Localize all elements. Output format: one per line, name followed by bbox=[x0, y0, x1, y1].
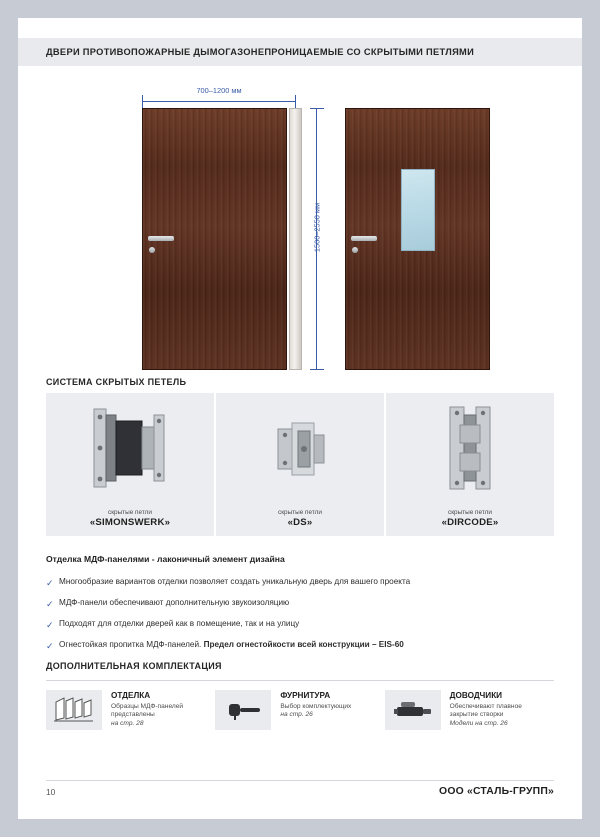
door-lock-cylinder-icon bbox=[149, 247, 155, 253]
extras-item-description: Выбор комплектующих на стр. 26 bbox=[280, 703, 352, 719]
list-item bbox=[46, 640, 554, 651]
extras-item-closers[interactable] bbox=[385, 690, 554, 768]
hinges-section-header bbox=[18, 371, 582, 393]
width-dimension-tick-right bbox=[295, 95, 296, 108]
extras-item-finish[interactable] bbox=[46, 690, 215, 768]
hinges-gallery bbox=[46, 393, 554, 536]
list-item bbox=[46, 619, 554, 630]
width-dimension-label: 700–1200 мм bbox=[196, 86, 242, 95]
check-icon: ✓ bbox=[46, 578, 54, 588]
hinges-section-title: СИСТЕМА СКРЫТЫХ ПЕТЕЛЬ bbox=[46, 377, 187, 387]
door-handle-icon bbox=[148, 236, 174, 241]
company-name: ООО «СТАЛЬ-ГРУПП» bbox=[439, 786, 554, 797]
hinge-card-simonswerk[interactable] bbox=[46, 393, 214, 536]
height-dimension-label: 1500–2550 мм bbox=[312, 202, 322, 253]
list-item-label: Подходят для отделки дверей как в помещение, так и на улицу bbox=[59, 619, 300, 628]
extras-divider bbox=[46, 680, 554, 681]
hinge-ds-icon bbox=[216, 401, 384, 496]
door-handle-hardware-icon bbox=[215, 690, 271, 730]
mdf-panels-icon bbox=[46, 690, 102, 730]
extras-item-title: ОТДЕЛКА bbox=[111, 691, 151, 700]
door-illustration-area bbox=[18, 66, 582, 371]
page-header bbox=[18, 38, 582, 66]
extras-item-title: ДОВОДЧИКИ bbox=[449, 691, 503, 700]
height-dimension-tick-top bbox=[310, 108, 324, 109]
extras-item-description: Обеспечивают плавное закрытие створки Модели на стр. 26 bbox=[449, 703, 522, 727]
list-item-label: Многообразие вариантов отделки позволяет создать уникальную дверь для вашего проекта bbox=[59, 577, 411, 586]
door-frame-edge bbox=[289, 108, 302, 370]
hinge-card-dircode[interactable] bbox=[384, 393, 554, 536]
list-item bbox=[46, 577, 554, 588]
extras-item-title: ФУРНИТУРА bbox=[280, 691, 331, 700]
hinge-card-caption: скрытые петли bbox=[108, 509, 152, 516]
check-icon: ✓ bbox=[46, 599, 54, 609]
door-lock-cylinder-icon bbox=[352, 247, 358, 253]
check-icon: ✓ bbox=[46, 620, 54, 630]
extras-section-header bbox=[46, 661, 222, 671]
extras-item-description: Образцы МДФ-панелей представлены на стр. 28 bbox=[111, 703, 184, 727]
width-dimension-tick-left bbox=[142, 95, 143, 108]
door-closer-icon bbox=[385, 690, 441, 730]
door-handle-icon bbox=[351, 236, 377, 241]
footer-divider bbox=[46, 780, 554, 781]
list-item-emphasis: Предел огнестойкости всей конструкции – EIS-60 bbox=[203, 640, 404, 649]
door-glass-insert bbox=[401, 169, 435, 251]
hinge-card-caption: скрытые петли bbox=[448, 509, 492, 516]
list-item-label: МДФ-панели обеспечивают дополнительную звукоизоляцию bbox=[59, 598, 290, 607]
hinge-card-caption: скрытые петли bbox=[278, 509, 322, 516]
page-title: ДВЕРИ ПРОТИВОПОЖАРНЫЕ ДЫМОГАЗОНЕПРОНИЦАЕМЫЕ СО СКРЫТЫМИ ПЕТЛЯМИ bbox=[46, 47, 475, 57]
mdf-block-title: Отделка МДФ-панелями - лаконичный элемент дизайна bbox=[46, 554, 285, 564]
width-dimension bbox=[142, 86, 296, 108]
hinge-card-ds[interactable] bbox=[214, 393, 384, 536]
hinge-card-name: «DIRCODE» bbox=[441, 517, 499, 528]
extras-list bbox=[46, 690, 554, 768]
height-dimension-tick-bottom bbox=[310, 369, 324, 370]
extras-item-hardware[interactable] bbox=[215, 690, 384, 768]
list-item bbox=[46, 598, 554, 609]
catalog-page bbox=[18, 18, 582, 819]
check-icon: ✓ bbox=[46, 641, 54, 651]
height-dimension bbox=[305, 108, 327, 370]
list-item-label: Огнестойкая пропитка МДФ-панелей. bbox=[59, 640, 202, 649]
width-dimension-line bbox=[142, 101, 296, 102]
page-number: 10 bbox=[46, 786, 56, 797]
extras-section-title: ДОПОЛНИТЕЛЬНАЯ КОМПЛЕКТАЦИЯ bbox=[46, 661, 222, 671]
mdf-finish-block bbox=[46, 554, 554, 661]
hinge-dircode-icon bbox=[386, 401, 554, 496]
hinge-card-name: «SIMONSWERK» bbox=[89, 517, 171, 528]
hinge-simonswerk-icon bbox=[46, 401, 214, 496]
page-footer bbox=[46, 786, 554, 797]
hinge-card-name: «DS» bbox=[287, 517, 313, 528]
